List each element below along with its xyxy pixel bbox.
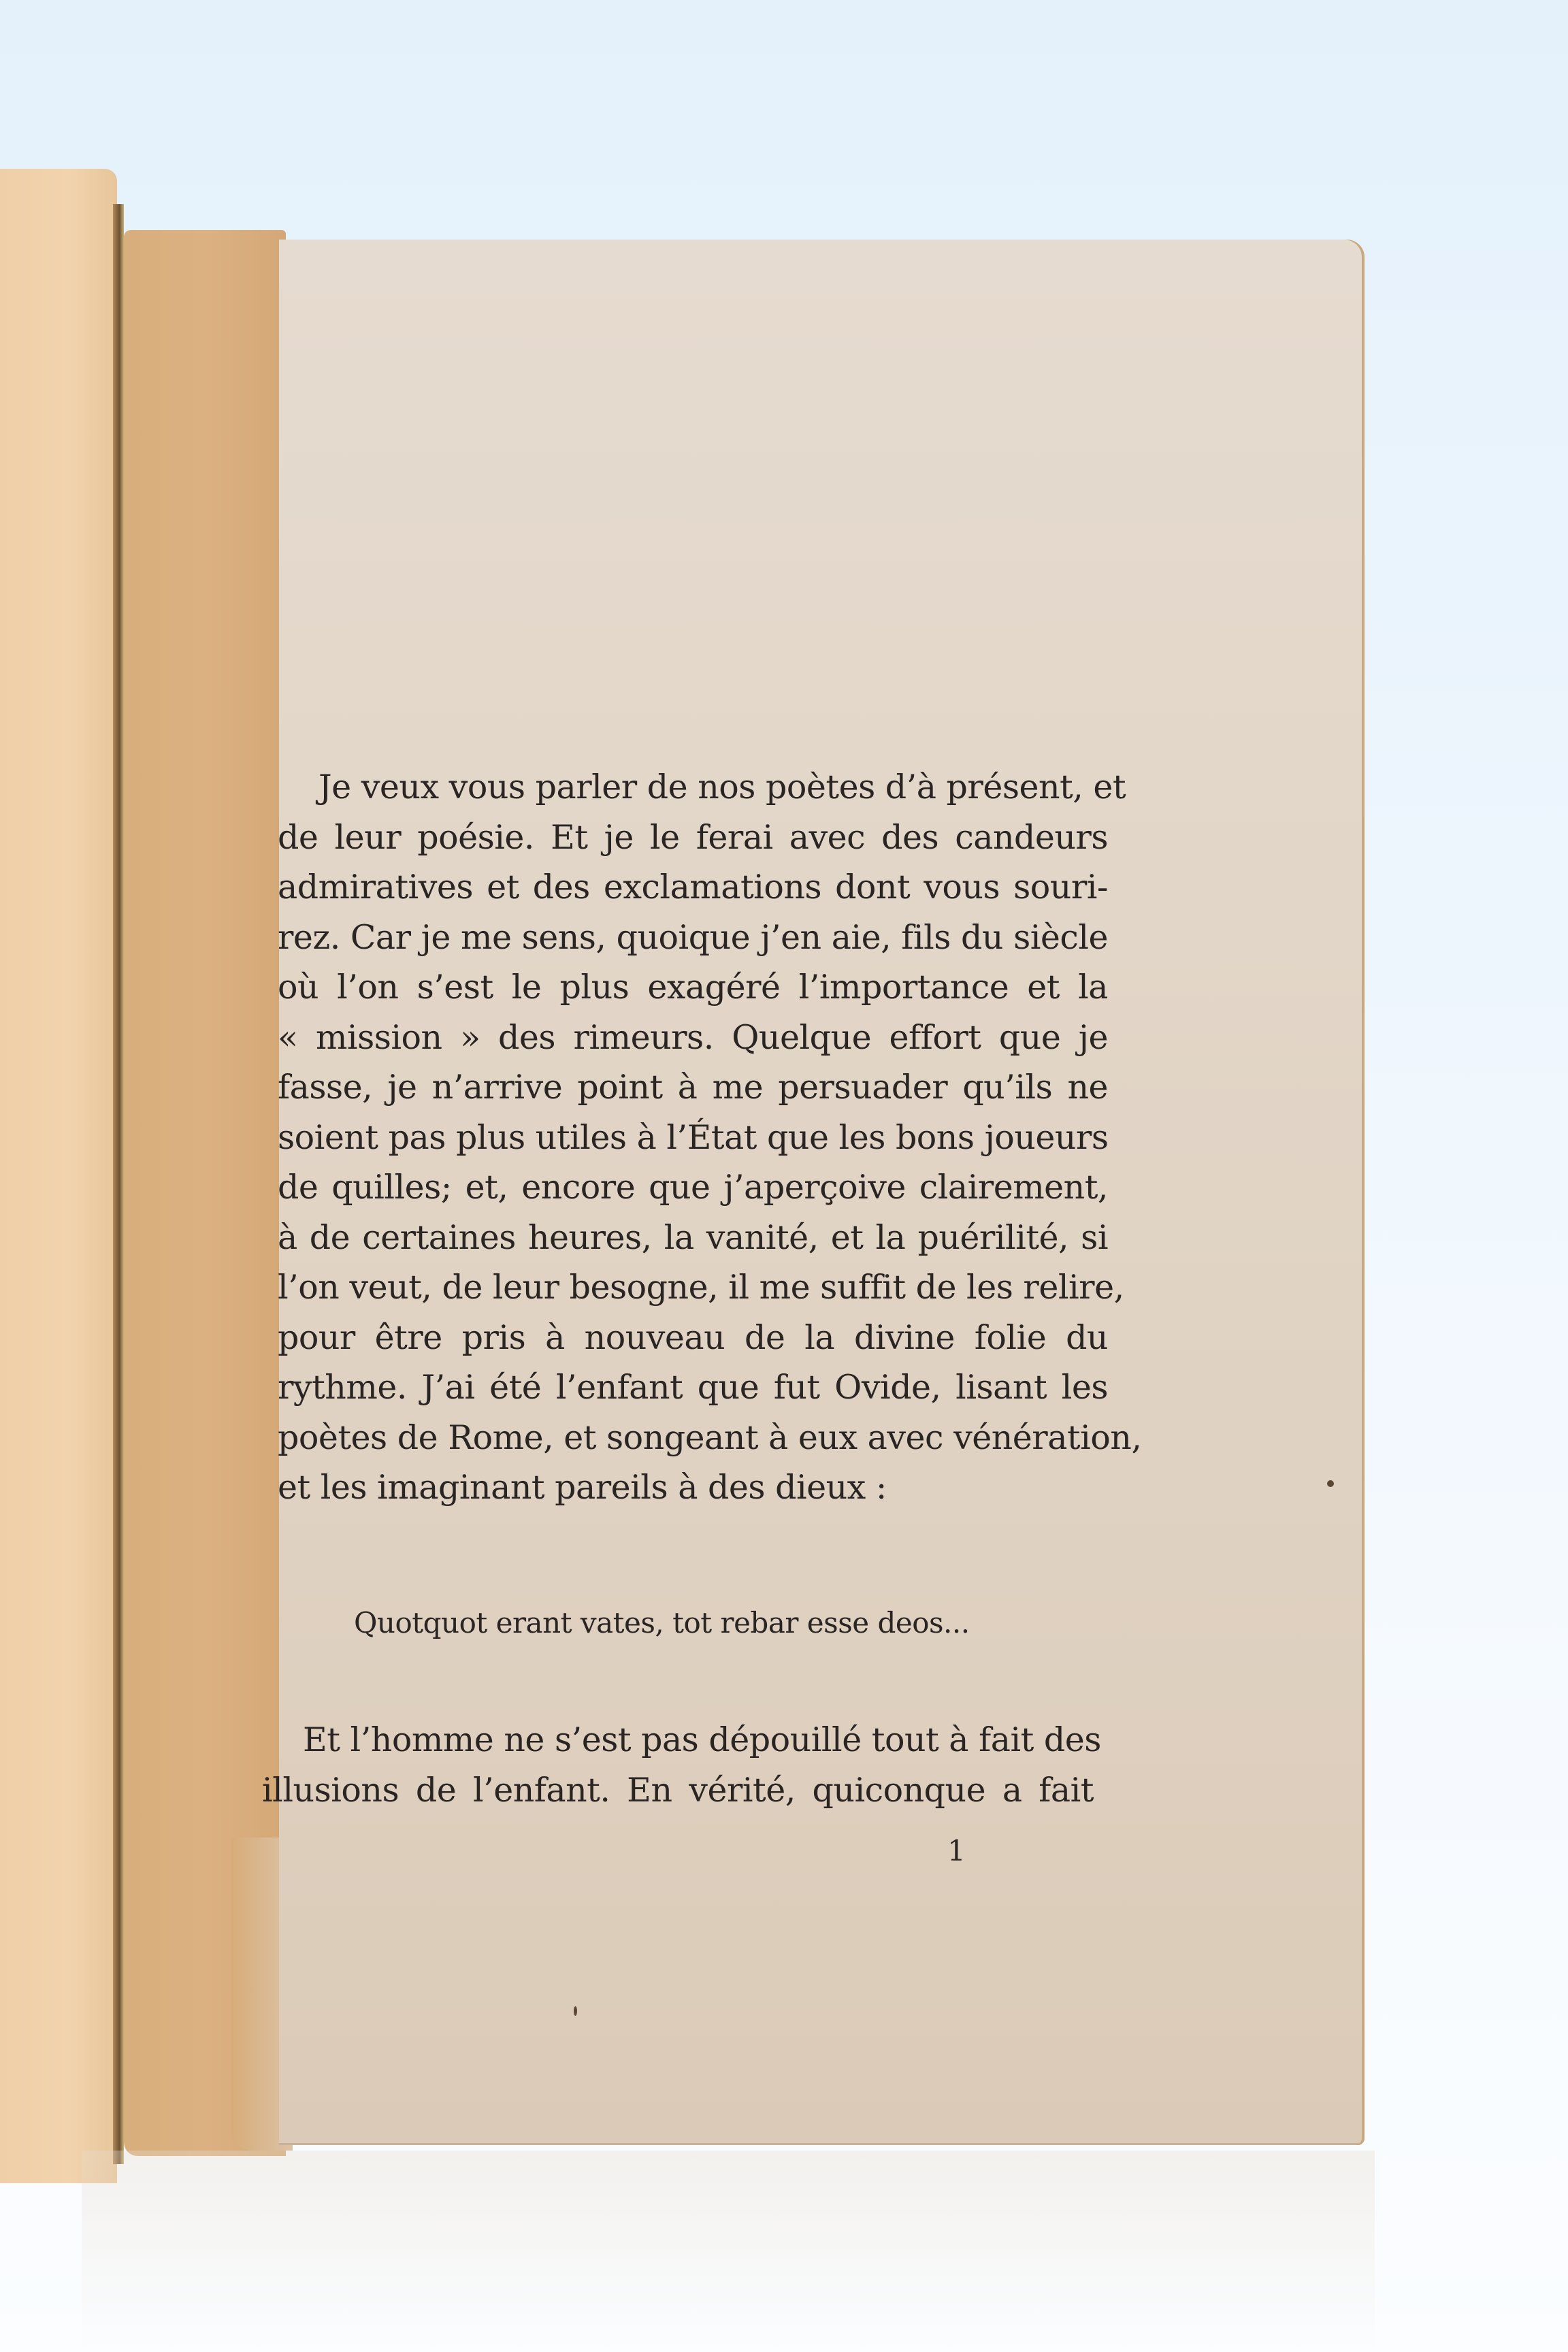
text-line: et les imaginant pareils à des dieux :	[278, 1468, 887, 1507]
text-line: de quilles; et, encore que j’aperçoive clairement,	[278, 1168, 1108, 1207]
paper-speck	[574, 2006, 577, 2016]
latin-quotation: Quotquot erant vates, tot rebar esse deos...	[354, 1606, 970, 1639]
text-line: où l’on s’est le plus exagéré l’importance et la	[278, 968, 1108, 1007]
text-line: Je veux vous parler de nos poètes d’à présent, et	[318, 768, 1126, 806]
text-line: poètes de Rome, et songeant à eux avec vénération,	[278, 1418, 1142, 1457]
paragraph-1	[278, 762, 1142, 1513]
text-line: pour être pris à nouveau de la divine folie du	[278, 1318, 1108, 1357]
text-line: l’on veut, de leur besogne, il me suffit de les relire,	[278, 1268, 1124, 1307]
page-number: 1	[947, 1834, 966, 1867]
paragraph-2	[262, 1715, 1101, 1815]
gutter	[113, 204, 124, 2164]
text-line: fasse, je n’arrive point à me persuader qu’ils ne	[278, 1068, 1108, 1107]
text-line: « mission » des rimeurs. Quelque effort que je	[278, 1017, 1108, 1057]
text-line: à de certaines heures, la vanité, et la puérilité, si	[278, 1218, 1108, 1257]
text-line: rythme. J’ai été l’enfant que fut Ovide, lisant les	[278, 1368, 1108, 1407]
left-page	[0, 169, 117, 2183]
text-line: admiratives et des exclamations dont vous souri-	[278, 868, 1108, 906]
text-line: rez. Car je me sens, quoique j’en aie, fils du siècle	[278, 917, 1108, 957]
text-line: soient pas plus utiles à l’État que les bons joueurs	[278, 1117, 1109, 1157]
text-line: de leur poésie. Et je le ferai avec des candeurs	[278, 817, 1108, 857]
text-line: illusions de l’enfant. En vérité, quiconque a fait	[262, 1770, 1094, 1810]
text-line: Et l’homme ne s’est pas dépouillé tout à fait des	[303, 1720, 1101, 1759]
surface-reflection	[82, 2151, 1375, 2352]
paper-speck	[1327, 1480, 1334, 1487]
